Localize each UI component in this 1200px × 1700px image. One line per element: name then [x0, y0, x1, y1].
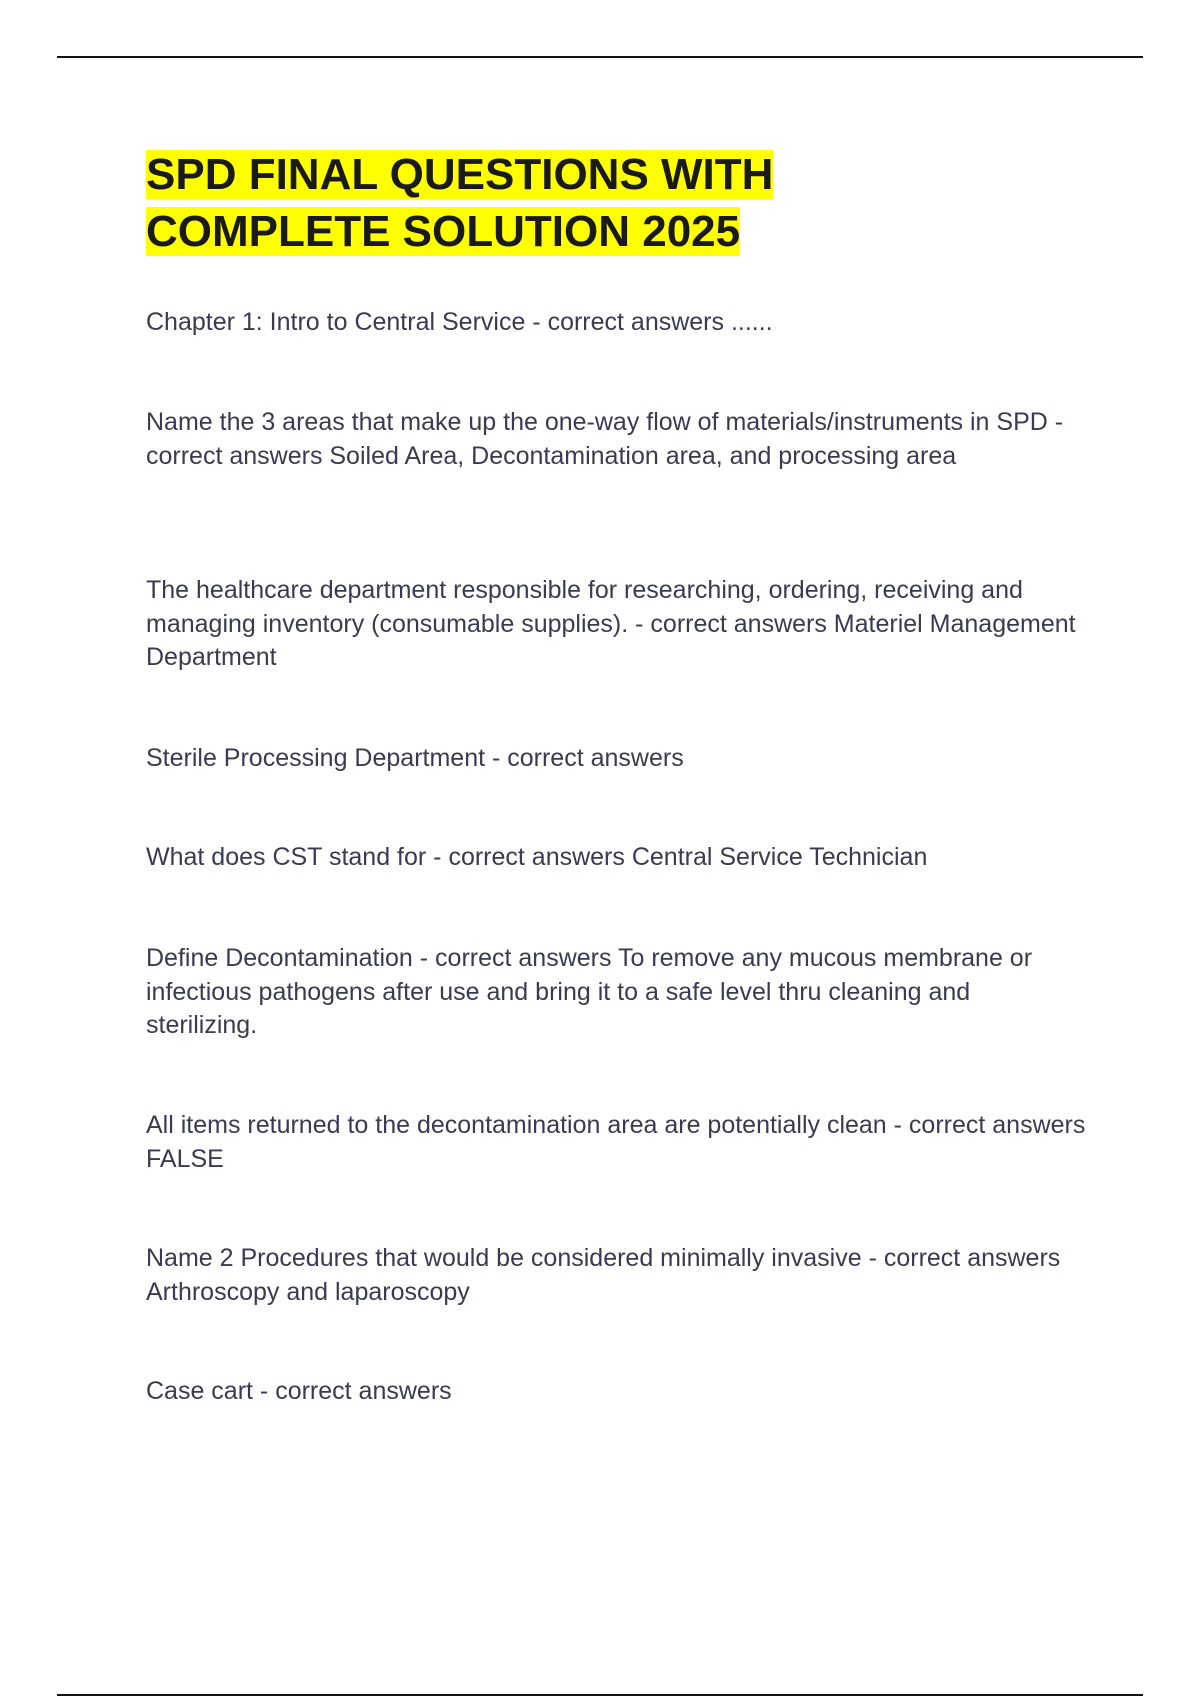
qa-entry-materiel-management: The healthcare department responsible for researching, ordering, receiving and managing inventory (consumable supplies). - correct answers Materiel Management Department [146, 576, 1076, 671]
qa-entry-sterile-processing: Sterile Processing Department - correct answers [146, 744, 684, 772]
qa-entry-cst: What does CST stand for - correct answers Central Service Technician [146, 843, 928, 871]
page-title [146, 146, 1066, 260]
qa-entry-case-cart: Case cart - correct answers [146, 1377, 452, 1405]
qa-entry-chapter-heading: Chapter 1: Intro to Central Service - correct answers ...... [146, 308, 773, 336]
qa-entry-minimally-invasive: Name 2 Procedures that would be considered minimally invasive - correct answers Arthroscopy and laparoscopy [146, 1244, 1061, 1306]
title-line-1: SPD FINAL QUESTIONS WITH [146, 150, 774, 199]
qa-entry-potentially-clean: All items returned to the decontamination area are potentially clean - correct answers FALSE [146, 1111, 1086, 1173]
qa-entry-one-way-flow: Name the 3 areas that make up the one-way flow of materials/instruments in SPD - correct answers Soiled Area, Decontamination area, and processing area [146, 408, 1064, 470]
top-divider [57, 56, 1143, 58]
bottom-divider [57, 1694, 1143, 1696]
qa-entry-decontamination: Define Decontamination - correct answers To remove any mucous membrane or infectious pathogens after use and bring it to a safe level thru cleaning and sterilizing. [146, 944, 1033, 1039]
title-line-2: COMPLETE SOLUTION 2025 [146, 207, 741, 256]
